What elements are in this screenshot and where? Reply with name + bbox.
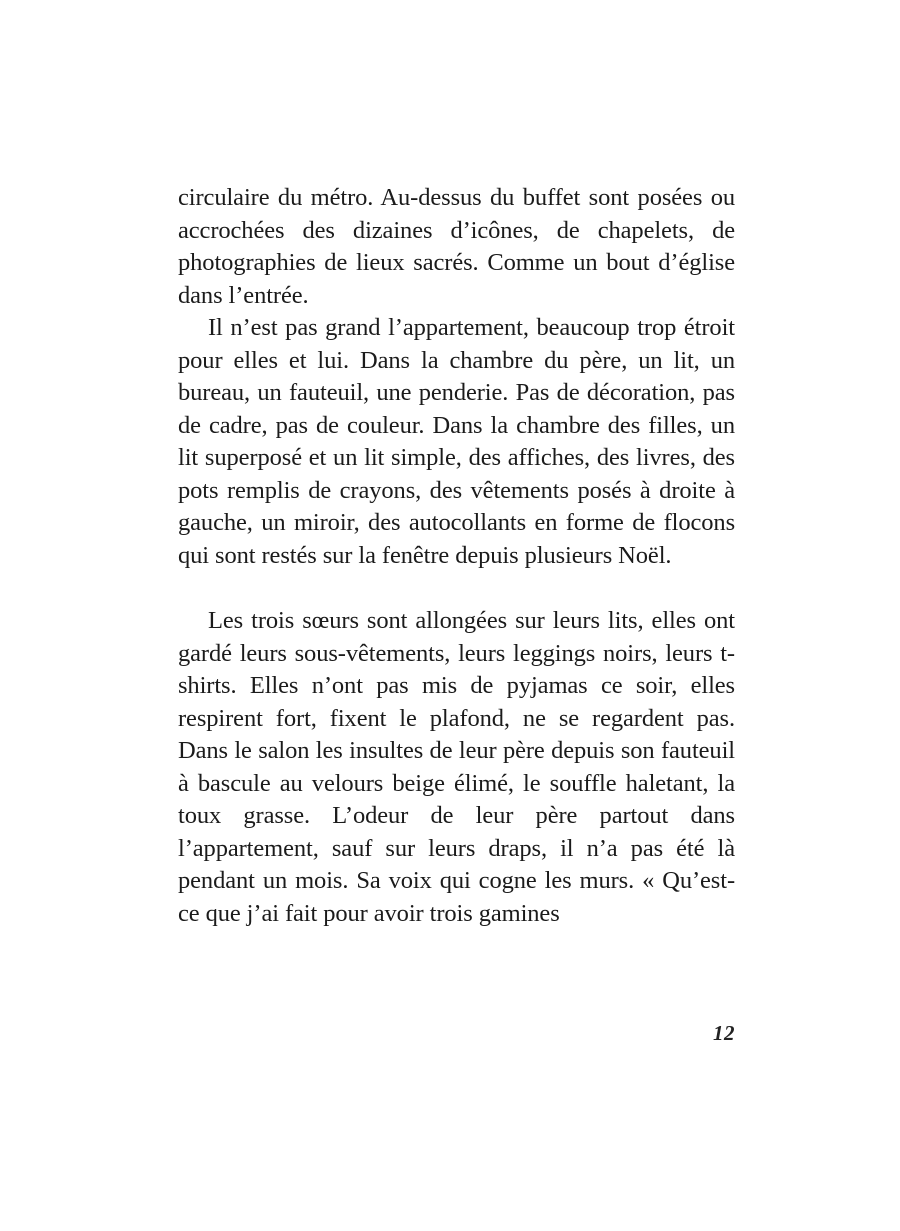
paragraph: Les trois sœurs sont allongées sur leurs lits, elles ont gardé leurs sous-vêtements, leurs leggings noirs, leurs t-shirts. Elles n’ont pas mis de pyjamas ce soir, elles respirent fort, fixent le plafond, ne se regardent pas. Dans le salon les insultes de leur père depuis son fauteuil à bascule au velours beige élimé, le souffle haletant, la toux grasse. L’odeur de leur père partout dans l’appartement, sauf sur leurs draps, il n’a pas été là pendant un mois. Sa voix qui cogne les murs. « Qu’est-ce que j’ai fait pour avoir trois gamines: [178, 607, 735, 927]
body-text-block: [178, 182, 735, 930]
paragraph-continuation: circulaire du métro. Au-dessus du buffet sont posées ou accrochées des dizaines d’icônes, de chapelets, de photographies de lieux sacrés. Comme un bout d’église dans l’entrée.: [178, 184, 735, 309]
page-number: 12: [713, 1021, 735, 1045]
paragraph: Il n’est pas grand l’appartement, beaucoup trop étroit pour elles et lui. Dans la chambre du père, un lit, un bureau, un fauteuil, une penderie. Pas de décoration, pas de cadre, pas de couleur. Dans la chambre des filles, un lit superposé et un lit simple, des affiches, des livres, des pots remplis de crayons, des vêtements posés à droite à gauche, un miroir, des autocollants en forme de flocons qui sont restés sur la fenêtre depuis plusieurs Noël.: [178, 314, 735, 569]
